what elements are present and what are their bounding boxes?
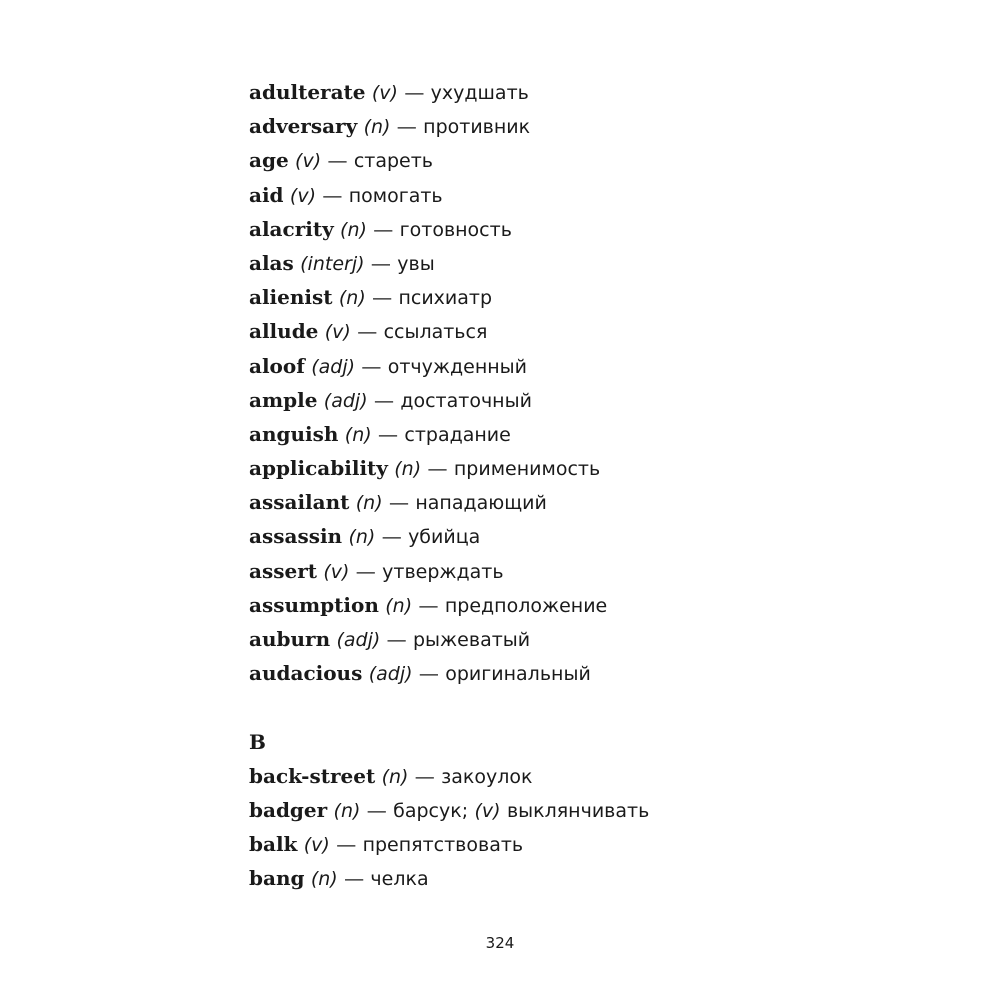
entry-anguish [249, 417, 949, 451]
entry-pos: (n) [385, 594, 413, 617]
entry-translation: барсук; [393, 799, 469, 822]
entry-term: anguish [249, 421, 339, 446]
entry-term: auburn [249, 627, 331, 651]
section-letter-b: B [249, 729, 266, 754]
entry-translation: стареть [353, 150, 434, 173]
entry-pos: (v) [303, 834, 330, 857]
entry-translation: предположение [444, 594, 608, 617]
entry-age [249, 143, 949, 177]
entry-applicability [249, 451, 949, 485]
entry-term: balk [249, 832, 298, 857]
entry-translation: достаточный [400, 389, 532, 412]
entry-translation: утверждать [382, 560, 504, 583]
entry-pos: (v) [324, 321, 351, 344]
entry-term: ample [249, 387, 318, 412]
entry-dash: — [386, 627, 407, 651]
entry-translation: ухудшать [430, 82, 529, 104]
entry-translation: челка [370, 868, 429, 891]
entry-pos: (interj) [300, 252, 365, 275]
entry-dash: — [418, 661, 439, 686]
entry-term: assassin [249, 524, 343, 549]
entry-audacious [249, 656, 949, 690]
entry-dash: — [344, 866, 365, 891]
entry-term: assumption [249, 592, 379, 617]
entry-pos: (n) [348, 526, 376, 549]
entry-translation: препятствовать [362, 834, 524, 857]
entry-aloof [249, 349, 949, 383]
entry-term: alacrity [249, 216, 334, 241]
entry-dash: — [381, 524, 402, 549]
entry-assassin [249, 519, 949, 553]
entry-pos: (n) [363, 116, 391, 139]
entry-bang [249, 861, 949, 895]
entry-alienist [249, 280, 949, 314]
entry-pos: (n) [333, 799, 361, 822]
entry-term: allude [249, 319, 319, 344]
entry-translation-secondary: выклянчивать [506, 799, 650, 822]
entry-dash: — [427, 456, 448, 481]
entry-alacrity [249, 212, 949, 246]
entry-translation: ссылаться [383, 321, 488, 344]
entry-translation: страдание [404, 423, 511, 446]
entry-pos: (adj) [311, 355, 356, 378]
entry-term: badger [249, 797, 328, 822]
entry-translation: помогать [348, 184, 443, 207]
entry-alas [249, 246, 949, 280]
entry-dash: — [418, 592, 439, 617]
entry-term: aid [249, 182, 284, 207]
entry-adulterate [249, 75, 949, 109]
entry-pos: (v) [289, 184, 316, 207]
entry-dash: — [322, 182, 343, 207]
entry-adversary [249, 109, 949, 143]
entry-pos-secondary: (v) [474, 799, 501, 822]
entry-pos: (v) [295, 150, 322, 173]
entry-translation: применимость [453, 458, 601, 481]
entry-pos: (n) [344, 423, 372, 446]
entry-term: assailant [249, 490, 350, 515]
entry-translation: противник [423, 116, 531, 139]
entry-badger [249, 793, 949, 827]
entry-translation: нападающий [415, 492, 547, 515]
entry-dash: — [388, 490, 409, 515]
entry-term: assert [249, 558, 317, 583]
entry-pos: (n) [338, 287, 366, 310]
entry-allude [249, 314, 949, 348]
entry-term: aloof [249, 353, 305, 378]
entry-translation: готовность [399, 218, 512, 241]
entry-pos: (n) [394, 458, 422, 481]
entry-auburn [249, 622, 949, 656]
entry-term: applicability [249, 456, 388, 481]
entry-dash: — [370, 250, 391, 275]
entry-dash: — [355, 558, 376, 583]
entry-pos: (n) [340, 218, 367, 241]
entry-dash: — [336, 832, 357, 857]
entry-balk [249, 827, 949, 861]
entry-term: audacious [249, 661, 363, 686]
entry-assert [249, 554, 949, 588]
entry-dash: — [373, 387, 394, 412]
entry-dash: — [372, 285, 393, 310]
entry-translation: оригинальный [445, 663, 591, 686]
entry-aid [249, 178, 949, 212]
entry-pos: (v) [323, 560, 350, 583]
glossary-list [249, 75, 949, 896]
entry-term: bang [249, 866, 305, 891]
entry-ample [249, 383, 949, 417]
entry-dash: — [396, 114, 417, 139]
entry-translation: отчужденный [387, 355, 528, 378]
entry-pos: (n) [355, 492, 383, 515]
entry-pos: (adj) [368, 663, 413, 686]
entry-dash: — [361, 353, 382, 378]
entry-dash: — [373, 216, 394, 241]
entry-translation: закоулок [441, 765, 533, 788]
entry-translation: увы [397, 252, 435, 275]
entry-pos: (adj) [336, 629, 381, 651]
entry-translation: рыжеватый [413, 629, 531, 651]
entry-dash: — [414, 763, 435, 788]
entry-term: age [249, 148, 289, 173]
entry-assailant [249, 485, 949, 519]
entry-dash: — [327, 148, 348, 173]
entry-translation: убийца [408, 526, 481, 549]
entry-dash: — [366, 797, 387, 822]
entry-dash: — [378, 421, 399, 446]
entry-dash: — [357, 319, 378, 344]
entry-translation: психиатр [398, 287, 493, 310]
entry-pos: (adj) [323, 389, 368, 412]
entry-term: adulterate [249, 80, 366, 104]
entry-term: back-street [249, 763, 376, 788]
entry-dash: — [404, 80, 425, 104]
entry-pos: (n) [310, 868, 338, 891]
entry-back-street [249, 759, 949, 793]
entry-assumption [249, 588, 949, 622]
entry-term: alienist [249, 285, 333, 310]
entry-pos: (v) [371, 82, 398, 104]
page-number: 324 [485, 934, 515, 952]
entry-term: alas [249, 250, 294, 275]
section-spacer [249, 690, 949, 724]
entry-pos: (n) [381, 765, 409, 788]
entry-term: adversary [249, 114, 358, 139]
